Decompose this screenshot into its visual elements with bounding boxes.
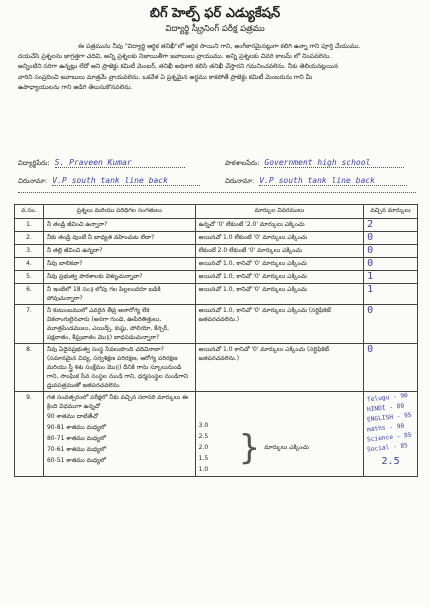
- subject-mark: maths - 90: [366, 422, 405, 434]
- instruction-line: వారిని సంప్రదించి జవాబులు మాత్రమే వ్రాయవలెను. ఒకవేళ ఏ ప్రశ్నమైన అర్థము కాకపోతే ప్రాజెక్టు కమిటీ మెంబరును గాని మీ: [18, 73, 313, 81]
- table-row: [15, 245, 418, 258]
- subject-mark: Social - 85: [366, 442, 409, 454]
- grade-row: [47, 422, 192, 433]
- row-question: నీవు ఏదైనప్రభుత్వ సంస్థ సేవలుపొంది చదివినావా? (సమానమైన విద్య, సర్వశిక్షణ పరిరక్షణ, ఆరోగ్య పరిరక్షణ మరియు స్త్రీ శిశు సంక్షేమం మొ॥) దీనికి గాను స్కూలునుండి గాని, సాంఘిక సేవ సంస్థల నుండి గాని, ధర్మసంస్థల నుండిగాని ధ్రువపత్రముతో జతపరచవలెను.: [43, 344, 195, 392]
- grade-value: 2.0: [198, 444, 209, 451]
- address-label: చిరునామా:: [18, 177, 48, 185]
- row-question: నీ తండ్రి జీవించి ఉన్నారా?: [43, 219, 195, 232]
- header-obtained-marks: వచ్చిన మార్కులు: [364, 205, 418, 219]
- subject-mark: Telugu - 90: [366, 392, 409, 404]
- grade-value: 1.0: [198, 466, 209, 473]
- row-marks-cell: [195, 392, 363, 477]
- row-score: 2.5: [381, 456, 400, 467]
- school-name-field: [225, 150, 420, 169]
- row-score: 0: [367, 344, 374, 355]
- row-marks-rule: మార్కులు ఎక్కించు: [264, 444, 309, 451]
- row-score: 0: [367, 245, 374, 256]
- grade-label: 60-51 శాతము మధ్యలో: [46, 457, 107, 464]
- school-name-value: Government high school: [264, 158, 404, 168]
- row-score: 1: [367, 284, 374, 295]
- grade-row: [47, 444, 192, 455]
- grade-label: 90-81 శాతము మధ్యలో: [46, 424, 107, 431]
- table-row: [15, 232, 418, 245]
- student-name-value: S. Praveen Kumar: [55, 158, 185, 168]
- row-number: 1.: [15, 219, 44, 232]
- address2-label: చిరునామా:: [225, 177, 255, 185]
- row-marks-rule: అయినచో 1.0, కానిచో '0' మార్కులు ఎక్కించు: [195, 258, 363, 271]
- grade-value: 2.5: [198, 433, 209, 440]
- grade-row: [47, 433, 192, 444]
- table-row: [15, 271, 418, 284]
- row-number: 4.: [15, 258, 44, 271]
- row-question: గత సంవత్సరంలో పరీక్షలో నీకు వచ్చిన సరాసరి మార్కులు ఈ క్రింది విధముగా ఉన్నచో: [46, 394, 189, 410]
- row-marks-rule: అయినచో 1.0, కానిచో '0' మార్కులు ఎక్కించు: [195, 271, 363, 284]
- row-score-cell: [364, 392, 418, 477]
- row-marks-rule: అయినచో 1.0, కానిచో '0' మార్కులు ఎక్కించు: [195, 284, 363, 305]
- table-row: [15, 344, 418, 392]
- row-marks-rule: అయినచో 1.0, కానిచో '0' మార్కులు ఎక్కించు (సర్టిఫికెట్ జతపరచవలెను.): [195, 305, 363, 344]
- row-score: 1: [367, 271, 374, 282]
- grade-row: [47, 455, 192, 466]
- row-question: నీవు ప్రభుత్వ పాఠశాలకు వెళ్ళుచున్నావా?: [43, 271, 195, 284]
- page-title: బిగ్ హెల్ప్ ఫర్ ఎడ్యుకేషన్: [149, 6, 281, 21]
- row-score: 0: [367, 258, 374, 269]
- row-number: 6.: [15, 284, 44, 305]
- grade-label: 80-71 శాతము మధ్యలో: [46, 435, 107, 442]
- grade-row: [47, 411, 192, 422]
- header-serial: వ.సం.: [15, 205, 44, 219]
- row-question: నీ తల్లి జీవించి ఉన్నదా?: [43, 245, 195, 258]
- row-score: 2: [367, 219, 374, 230]
- row-number: 5.: [15, 271, 44, 284]
- row-question: నీ కుటుంబములో ఎవరైన తీవ్ర అనారోగ్య లేక వికలాంగులైనవారు (అనగా గుండె, ఊపిరితిత్తులు, మూత్రపిండములు, ఎయిడ్స్, కుష్ఠు, పోలియో, కేన్సర్, పక్షవాతం, శీఘ్రవాతం మొ॥) బాధపడుచున్నారా?: [43, 305, 195, 344]
- instruction-line: ఉపాధ్యాయులను గాని అడిగి తెలుసుకొనవలెను.: [18, 83, 133, 91]
- table-row: [15, 284, 418, 305]
- divider: [18, 192, 416, 193]
- screening-table: [14, 204, 418, 477]
- grade-label: 70-61 శాతము మధ్యలో: [46, 446, 107, 453]
- school-name-label: పాఠశాలపేరు:: [225, 159, 260, 167]
- row-question: నీకు తండ్రి వుంటే నీ బాధ్యత వహించుట లేదా?: [43, 232, 195, 245]
- row-score: 0: [367, 305, 374, 316]
- row-number: 8.: [15, 344, 44, 392]
- student-name-label: విద్యార్థిపేరు:: [18, 159, 50, 167]
- table-row: [15, 392, 418, 477]
- row-score: 0: [367, 232, 374, 243]
- row-marks-rule: ఉన్నచో '0' లేకుంటే '2.0' మార్కులు ఎక్కించు: [195, 219, 363, 232]
- row-marks-rule: అయినచో 1.0 కానిచో '0' మార్కులు ఎక్కించు (సర్టిఫికెట్ జతపరచవలెను.): [195, 344, 363, 392]
- grade-value: 3.0: [198, 422, 209, 429]
- row-number: 7.: [15, 305, 44, 344]
- student-name-field: [18, 150, 213, 169]
- instruction-line: దయచేసి ప్రశ్నలను జాగ్రత్తగా చదివి, అన్ని ప్రశ్నలకు నిజాయితీగా జవాబులు వ్రాయుము. అన్ని ప్రశ్నలకు చివరి కాలమ్ లో నింపవలెను.: [18, 53, 332, 61]
- table-row: [15, 258, 418, 271]
- row-number: 3.: [15, 245, 44, 258]
- address2-value: V.P south tank line back: [259, 176, 407, 186]
- brace-icon: }: [238, 427, 261, 468]
- row-number: 2.: [15, 232, 44, 245]
- table-row: [15, 219, 418, 232]
- instruction-line: ఈ పత్రమును నీవు "విద్యార్థి ఆర్థిక తనిఖీ"లో ఆర్థిక సాయిని గాని, అంగీకారమైనట్లుగా కలిగి ఉన్నా గాని పూర్తి చేయుము.: [78, 43, 361, 50]
- grade-value: 1.5: [198, 455, 209, 462]
- grade-label: 90 శాతము దాటితేచో: [46, 413, 99, 420]
- row-question-cell: [43, 392, 195, 477]
- row-question: నీవు బాలికవా?: [43, 258, 195, 271]
- row-number: 9.: [15, 392, 44, 477]
- row-question: నీ ఇంటిలో 18 సం॥ లోపు గల పిల్లలందరూ బడికి పోవుచున్నారా?: [43, 284, 195, 305]
- instruction-line: అన్నింటిని సరిగా ఉన్నట్లు లేదో అని ప్రాజెక్టు కమిటీ మెంబర్, తనిఖీ అధికారి కలిసి తనిఖీ చేస్తారని గమనించవలెను. నీకు తెలియనట్లయిన: [18, 63, 339, 71]
- table-header-row: [15, 205, 418, 219]
- row-marks-rule: అయినచో 1.0 లేకుంటే '0' మార్కులు ఎక్కించు: [195, 232, 363, 245]
- instructions: [18, 42, 416, 93]
- table-row: [15, 305, 418, 344]
- address-value: V.P south tank line back: [52, 176, 200, 186]
- row-marks-rule: లేకుంటే 2.0 లేకుంటే '0' మార్కులు ఎక్కించు: [195, 245, 363, 258]
- address2-field: [225, 168, 420, 187]
- subject-mark: HINDI - 80: [366, 402, 405, 414]
- address-field: [18, 168, 218, 187]
- subject-mark: Science - 85: [366, 431, 413, 444]
- page-subtitle: విద్యార్థి స్క్రీనింగ్ పరీక్ష పత్రము: [165, 24, 265, 34]
- subject-mark: ENGLISH - 95: [366, 411, 413, 424]
- header-question: ప్రశ్నలు మరియు పరిధిగల సంగతులు: [43, 205, 195, 219]
- header-marks-details: మార్కుల వివరములు: [195, 205, 363, 219]
